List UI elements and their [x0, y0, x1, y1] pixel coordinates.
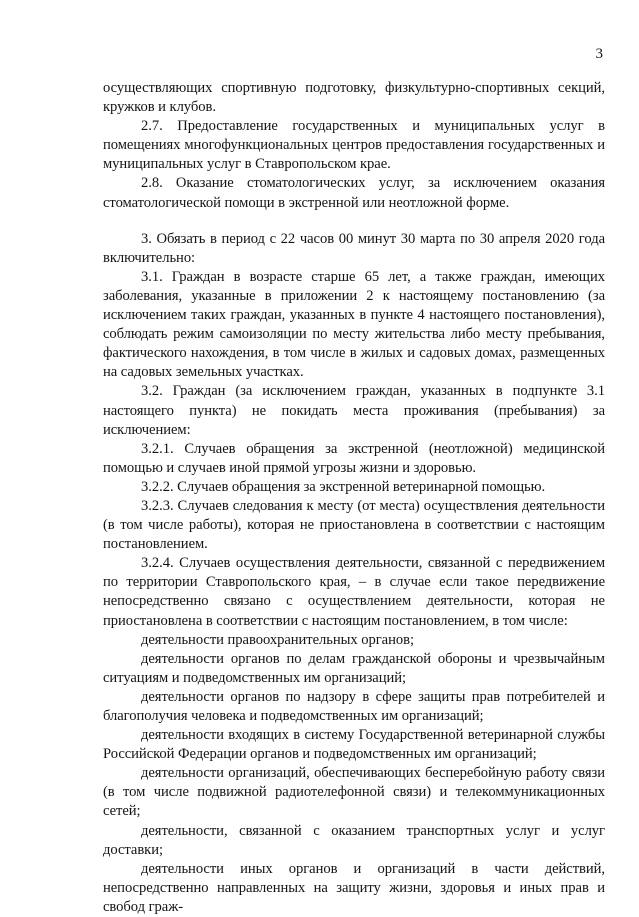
list-item-civil-defense: деятельности органов по делам гражданской обороны и чрезвычайным ситуациям и подведомственных им организаций;: [103, 650, 605, 686]
list-item-veterinary-service: деятельности входящих в систему Государственной ветеринарной службы Российской Федерации органов и подведомственных им организаций;: [103, 727, 605, 763]
document-body: [103, 79, 605, 917]
paragraph-3-2-2: 3.2.2. Случаев обращения за экстренной ветеринарной помощью.: [141, 478, 546, 495]
list-item-consumer-protection: деятельности органов по надзору в сфере защиты прав потребителей и благополучия человека и подведомственных им организаций;: [103, 688, 605, 724]
list-item-law-enforcement: деятельности правоохранительных органов;: [141, 631, 414, 648]
page-number: 3: [595, 46, 603, 62]
paragraph-3: 3. Обязать в период с 22 часов 00 минут 30 марта по 30 апреля 2020 года включительно:: [103, 230, 605, 266]
paragraph-3-2-1: 3.2.1. Случаев обращения за экстренной (неотложной) медицинской помощью и случаев иной прямой угрозы жизни и здоровью.: [103, 440, 605, 476]
paragraph-2-8: 2.8. Оказание стоматологических услуг, за исключением оказания стоматологической помощи в экстренной или неотложной форме.: [103, 175, 605, 211]
paragraph-continuation: осуществляющих спортивную подготовку, физкультурно-спортивных секций, кружков и клубов.: [103, 80, 605, 116]
paragraph-3-2-3: 3.2.3. Случаев следования к месту (от места) осуществления деятельности (в том числе работы), которая не приостановлена в соответствии с настоящим постановлением.: [103, 497, 605, 553]
list-item-communications: деятельности организаций, обеспечивающих бесперебойную работу связи (в том числе подвижной радиотелефонной связи) и телекоммуникационных сетей;: [103, 765, 605, 820]
paragraph-3-1: 3.1. Граждан в возрасте старше 65 лет, а также граждан, имеющих заболевания, указанные в приложении 2 к настоящему постановлению (за исключением таких граждан, указанных в пункте 4 настоящего постановления), соблюдать режим самоизоляции по месту жительства либо месту пребывания, фактического нахождения, в том числе в жилых и садовых домах, размещенных на садовых земельных участках.: [103, 268, 605, 381]
paragraph-3-2-4: 3.2.4. Случаев осуществления деятельности, связанной с передвижением по территории Ставропольского края, – в случае если такое передвижение непосредственно связано с осуществлением деятельности, которая не приостановлена в соответствии с настоящим постановлением, в том числе:: [103, 555, 605, 629]
list-item-other-bodies: деятельности иных органов и организаций в части действий, непосредственно направленных на защиту жизни, здоровья и иных прав и свобод граж-: [103, 860, 605, 915]
paragraph-3-2: 3.2. Граждан (за исключением граждан, указанных в подпункте 3.1 настоящего пункта) не покидать места проживания (пребывания) за исключением:: [103, 383, 605, 438]
list-item-transport: деятельности, связанной с оказанием транспортных услуг и услуг доставки;: [103, 822, 605, 858]
paragraph-2-7: 2.7. Предоставление государственных и муниципальных услуг в помещениях многофункциональных центров предоставления государственных и муниципальных услуг в Ставропольском крае.: [103, 118, 605, 173]
